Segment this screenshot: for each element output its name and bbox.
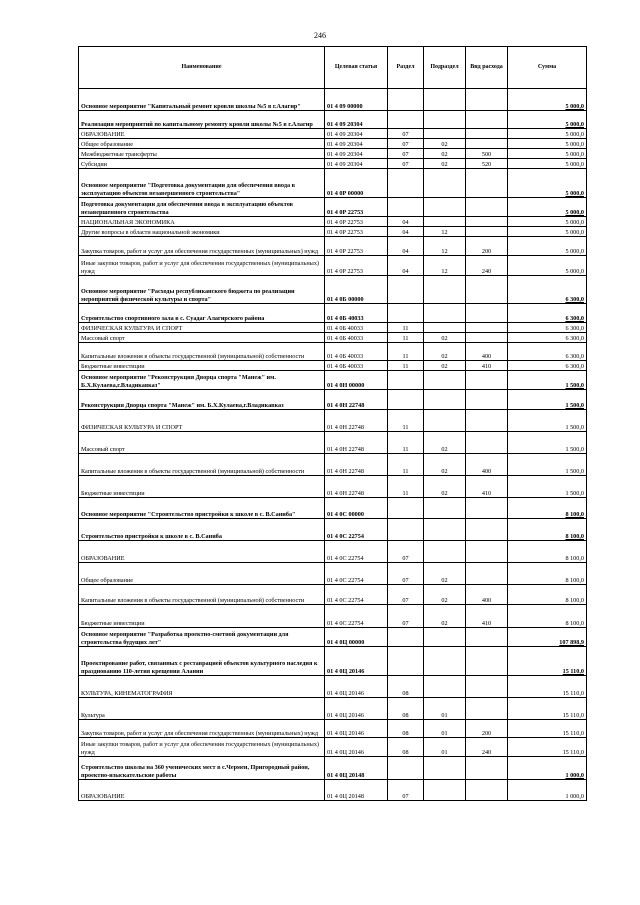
cell-amount: 1 500,0	[508, 390, 587, 410]
cell-section: 08	[388, 738, 424, 757]
cell-code: 01 4 0Ц 20146	[325, 720, 388, 738]
cell-subsection: 02	[424, 432, 466, 454]
cell-amount: 8 100,0	[508, 585, 587, 605]
cell-expense-type	[466, 698, 508, 720]
cell-section: 04	[388, 227, 424, 237]
cell-section	[388, 89, 424, 111]
cell-name: Подготовка документации для обеспечения ввода в эксплуатацию объектов незавершенного строительства	[79, 198, 325, 217]
cell-expense-type	[466, 333, 508, 343]
cell-subsection: 01	[424, 698, 466, 720]
cell-subsection: 02	[424, 139, 466, 149]
cell-expense-type	[466, 111, 508, 129]
cell-amount: 6 300,0	[508, 343, 587, 361]
cell-section	[388, 498, 424, 519]
cell-section: 07	[388, 605, 424, 628]
cell-code: 01 4 0С 00000	[325, 498, 388, 519]
cell-amount: 5 000,0	[508, 198, 587, 217]
cell-amount: 15 110,0	[508, 698, 587, 720]
budget-table	[78, 46, 587, 801]
cell-subsection	[424, 304, 466, 323]
table-row	[79, 698, 587, 720]
table-row	[79, 585, 587, 605]
cell-expense-type	[466, 129, 508, 139]
cell-amount: 1 500,0	[508, 371, 587, 390]
cell-code: 01 4 09 20304	[325, 139, 388, 149]
cell-expense-type	[466, 169, 508, 198]
cell-amount: 1 500,0	[508, 476, 587, 498]
cell-name: Субсидии	[79, 159, 325, 169]
cell-name: Строительство пристройки к школе в с. В.Санибa	[79, 519, 325, 541]
table-row	[79, 217, 587, 227]
cell-section	[388, 628, 424, 647]
cell-subsection: 02	[424, 585, 466, 605]
cell-amount: 8 100,0	[508, 563, 587, 585]
table-row	[79, 139, 587, 149]
cell-amount: 6 300,0	[508, 276, 587, 304]
cell-code: 01 4 0Р 22753	[325, 256, 388, 276]
cell-code: 01 4 09 20304	[325, 149, 388, 159]
cell-code: 01 4 0Ц 20148	[325, 780, 388, 801]
cell-name: ОБРАЗОВАНИЕ	[79, 129, 325, 139]
cell-section: 07	[388, 159, 424, 169]
cell-name: Капитальные вложения в объекты государственной (муниципальной) собственности	[79, 454, 325, 476]
table-row	[79, 757, 587, 780]
cell-subsection	[424, 371, 466, 390]
cell-amount: 15 110,0	[508, 738, 587, 757]
cell-expense-type: 240	[466, 738, 508, 757]
header-name: Наименование	[79, 47, 325, 89]
cell-amount: 5 000,0	[508, 139, 587, 149]
table-row	[79, 276, 587, 304]
table-row	[79, 476, 587, 498]
cell-subsection	[424, 757, 466, 780]
cell-name: Бюджетные инвестиции	[79, 476, 325, 498]
cell-section	[388, 371, 424, 390]
header-section: Раздел	[388, 47, 424, 89]
table-row	[79, 605, 587, 628]
cell-amount: 107 898,9	[508, 628, 587, 647]
cell-subsection	[424, 217, 466, 227]
cell-section: 08	[388, 676, 424, 698]
table-row	[79, 410, 587, 432]
cell-subsection	[424, 276, 466, 304]
cell-code: 01 4 0Ц 20146	[325, 698, 388, 720]
cell-expense-type	[466, 563, 508, 585]
cell-name: Бюджетные инвестиции	[79, 361, 325, 371]
table-row	[79, 169, 587, 198]
cell-code: 01 4 0Б 40033	[325, 304, 388, 323]
cell-code: 01 4 0Ц 00000	[325, 628, 388, 647]
cell-name: Закупка товаров, работ и услуг для обеспечения государственных (муниципальных) нужд	[79, 237, 325, 256]
cell-expense-type	[466, 390, 508, 410]
cell-expense-type	[466, 780, 508, 801]
cell-name: Иные закупки товаров, работ и услуг для обеспечения государственных (муниципальных) нужд	[79, 738, 325, 757]
cell-name: Основное мероприятие "Капитальный ремонт кровли школы №5 в г.Алагир"	[79, 89, 325, 111]
cell-expense-type	[466, 227, 508, 237]
cell-subsection	[424, 390, 466, 410]
cell-subsection	[424, 323, 466, 333]
table-row	[79, 780, 587, 801]
cell-code: 01 4 0Б 00000	[325, 276, 388, 304]
cell-subsection: 02	[424, 343, 466, 361]
cell-expense-type: 400	[466, 343, 508, 361]
cell-name: Массовый спорт	[79, 432, 325, 454]
cell-amount: 8 100,0	[508, 541, 587, 563]
cell-name: Межбюджетные трансферты	[79, 149, 325, 159]
cell-amount: 5 000,0	[508, 149, 587, 159]
table-row	[79, 498, 587, 519]
table-row	[79, 361, 587, 371]
cell-amount: 5 000,0	[508, 89, 587, 111]
cell-subsection: 02	[424, 333, 466, 343]
table-row	[79, 676, 587, 698]
cell-subsection	[424, 519, 466, 541]
cell-section: 08	[388, 720, 424, 738]
cell-code: 01 4 0Ц 20148	[325, 757, 388, 780]
cell-code: 01 4 09 20304	[325, 111, 388, 129]
cell-subsection: 01	[424, 720, 466, 738]
cell-expense-type: 410	[466, 605, 508, 628]
table-row	[79, 323, 587, 333]
cell-code: 01 4 0С 22754	[325, 563, 388, 585]
cell-code: 01 4 0С 22754	[325, 541, 388, 563]
cell-name: ФИЗИЧЕСКАЯ КУЛЬТУРА И СПОРТ	[79, 323, 325, 333]
cell-amount: 1 500,0	[508, 454, 587, 476]
cell-code: 01 4 0С 22754	[325, 585, 388, 605]
cell-subsection	[424, 410, 466, 432]
cell-subsection	[424, 541, 466, 563]
cell-amount: 15 110,0	[508, 720, 587, 738]
cell-subsection	[424, 89, 466, 111]
cell-subsection: 02	[424, 605, 466, 628]
cell-code: 01 4 0Б 40033	[325, 361, 388, 371]
cell-amount: 15 110,0	[508, 676, 587, 698]
cell-subsection: 02	[424, 476, 466, 498]
cell-expense-type	[466, 304, 508, 323]
cell-name: Основное мероприятие "Строительство пристройки к школе в с. В.Санибa"	[79, 498, 325, 519]
cell-subsection	[424, 129, 466, 139]
cell-section: 04	[388, 217, 424, 227]
cell-amount: 5 000,0	[508, 256, 587, 276]
table-row	[79, 563, 587, 585]
cell-expense-type	[466, 628, 508, 647]
cell-subsection: 01	[424, 738, 466, 757]
cell-section: 11	[388, 323, 424, 333]
cell-expense-type	[466, 519, 508, 541]
cell-subsection: 12	[424, 227, 466, 237]
cell-section: 07	[388, 149, 424, 159]
table-row	[79, 720, 587, 738]
cell-expense-type	[466, 276, 508, 304]
cell-subsection: 12	[424, 237, 466, 256]
cell-name: НАЦИОНАЛЬНАЯ ЭКОНОМИКА	[79, 217, 325, 227]
cell-subsection: 02	[424, 563, 466, 585]
table-row	[79, 237, 587, 256]
cell-section	[388, 519, 424, 541]
cell-expense-type	[466, 198, 508, 217]
header-subsection: Подраздел	[424, 47, 466, 89]
cell-name: Бюджетные инвестиции	[79, 605, 325, 628]
cell-section: 07	[388, 780, 424, 801]
table-row	[79, 129, 587, 139]
table-row	[79, 149, 587, 159]
cell-expense-type	[466, 323, 508, 333]
table-row	[79, 111, 587, 129]
cell-expense-type	[466, 371, 508, 390]
cell-section	[388, 304, 424, 323]
cell-section: 11	[388, 333, 424, 343]
table-row	[79, 519, 587, 541]
cell-expense-type	[466, 410, 508, 432]
cell-amount: 5 000,0	[508, 237, 587, 256]
table-header-row	[79, 47, 587, 89]
cell-amount: 6 300,0	[508, 361, 587, 371]
cell-name: Капитальные вложения в объекты государственной (муниципальной) собственности	[79, 343, 325, 361]
cell-name: Капитальные вложения в объекты государственной (муниципальной) собственности	[79, 585, 325, 605]
table-row	[79, 333, 587, 343]
cell-amount: 6 300,0	[508, 304, 587, 323]
cell-code: 01 4 0Р 00000	[325, 169, 388, 198]
cell-amount: 1 000,0	[508, 780, 587, 801]
cell-subsection	[424, 111, 466, 129]
cell-amount: 1 000,0	[508, 757, 587, 780]
cell-code: 01 4 0Н 22748	[325, 390, 388, 410]
cell-name: КУЛЬТУРА, КИНЕМАТОГРАФИЯ	[79, 676, 325, 698]
cell-amount: 5 000,0	[508, 217, 587, 227]
cell-name: Общее образование	[79, 139, 325, 149]
cell-code: 01 4 0Ц 20146	[325, 647, 388, 676]
table-row	[79, 738, 587, 757]
header-code: Целевая статья	[325, 47, 388, 89]
cell-code: 01 4 09 20304	[325, 159, 388, 169]
cell-expense-type: 500	[466, 149, 508, 159]
cell-subsection	[424, 628, 466, 647]
cell-subsection: 02	[424, 361, 466, 371]
cell-name: Другие вопросы в области национальной экономики	[79, 227, 325, 237]
cell-code: 01 4 09 20304	[325, 129, 388, 139]
cell-expense-type: 240	[466, 256, 508, 276]
cell-amount: 8 100,0	[508, 498, 587, 519]
table-row	[79, 89, 587, 111]
cell-subsection	[424, 780, 466, 801]
cell-section: 08	[388, 698, 424, 720]
cell-code: 01 4 0С 22754	[325, 605, 388, 628]
cell-section: 07	[388, 585, 424, 605]
cell-section: 11	[388, 454, 424, 476]
cell-name: Культура	[79, 698, 325, 720]
table-row	[79, 304, 587, 323]
cell-expense-type	[466, 89, 508, 111]
cell-name: Основное мероприятие "Расходы республиканского бюджета по реализации мероприятий физической культуры и спорта"	[79, 276, 325, 304]
cell-name: Иные закупки товаров, работ и услуг для обеспечения государственных (муниципальных) нужд	[79, 256, 325, 276]
cell-section: 11	[388, 432, 424, 454]
cell-code: 01 4 09 00000	[325, 89, 388, 111]
cell-section	[388, 390, 424, 410]
cell-expense-type: 400	[466, 585, 508, 605]
cell-section: 11	[388, 476, 424, 498]
table-row	[79, 256, 587, 276]
cell-amount: 5 000,0	[508, 159, 587, 169]
cell-expense-type	[466, 757, 508, 780]
cell-name: ОБРАЗОВАНИЕ	[79, 780, 325, 801]
cell-section	[388, 169, 424, 198]
cell-section: 07	[388, 139, 424, 149]
header-amount: Сумма	[508, 47, 587, 89]
cell-expense-type: 200	[466, 237, 508, 256]
cell-expense-type	[466, 676, 508, 698]
cell-code: 01 4 0Н 22748	[325, 410, 388, 432]
cell-expense-type	[466, 647, 508, 676]
cell-expense-type: 520	[466, 159, 508, 169]
cell-code: 01 4 0Б 40033	[325, 323, 388, 333]
cell-code: 01 4 0Н 00000	[325, 371, 388, 390]
cell-amount: 1 500,0	[508, 410, 587, 432]
table-row	[79, 227, 587, 237]
cell-expense-type	[466, 139, 508, 149]
cell-subsection: 12	[424, 256, 466, 276]
cell-amount: 5 000,0	[508, 169, 587, 198]
cell-section	[388, 276, 424, 304]
cell-code: 01 4 0Р 22753	[325, 227, 388, 237]
cell-section: 04	[388, 237, 424, 256]
table-row	[79, 343, 587, 361]
cell-expense-type	[466, 541, 508, 563]
cell-expense-type: 200	[466, 720, 508, 738]
cell-section: 07	[388, 541, 424, 563]
cell-section	[388, 647, 424, 676]
table-row	[79, 390, 587, 410]
cell-section: 11	[388, 343, 424, 361]
cell-expense-type: 400	[466, 454, 508, 476]
table-row	[79, 647, 587, 676]
cell-name: ФИЗИЧЕСКАЯ КУЛЬТУРА И СПОРТ	[79, 410, 325, 432]
cell-name: Строительство спортивного зала в с. Суадаг Алагирского района	[79, 304, 325, 323]
cell-code: 01 4 0Ц 20146	[325, 676, 388, 698]
cell-name: Закупка товаров, работ и услуг для обеспечения государственных (муниципальных) нужд	[79, 720, 325, 738]
cell-code: 01 4 0Н 22748	[325, 454, 388, 476]
cell-expense-type: 410	[466, 361, 508, 371]
cell-code: 01 4 0Б 40033	[325, 343, 388, 361]
cell-subsection	[424, 169, 466, 198]
table-row	[79, 432, 587, 454]
table-row	[79, 371, 587, 390]
cell-subsection	[424, 676, 466, 698]
cell-amount: 5 000,0	[508, 129, 587, 139]
cell-subsection	[424, 198, 466, 217]
cell-amount: 6 300,0	[508, 323, 587, 333]
cell-expense-type	[466, 217, 508, 227]
cell-amount: 5 000,0	[508, 227, 587, 237]
cell-expense-type	[466, 498, 508, 519]
cell-amount: 5 000,0	[508, 111, 587, 129]
cell-name: Основное мероприятие "Реконструкция Дворца спорта "Манеж" им. Б.Х.Кулаева,г.Владикавказ"	[79, 371, 325, 390]
cell-code: 01 4 0Н 22748	[325, 432, 388, 454]
cell-code: 01 4 0С 22754	[325, 519, 388, 541]
cell-name: Строительство школы на 360 ученических мест в с.Чермен, Пригородный район, проектно-изыскательские работы	[79, 757, 325, 780]
cell-amount: 8 100,0	[508, 605, 587, 628]
cell-section: 07	[388, 563, 424, 585]
cell-section: 11	[388, 410, 424, 432]
cell-section	[388, 757, 424, 780]
cell-section: 04	[388, 256, 424, 276]
cell-code: 01 4 0Н 22748	[325, 476, 388, 498]
table-body	[79, 89, 587, 801]
cell-name: Проектирование работ, связанных с реставрацией объектов культурного наследия к празднованию 110-летия крещения Алании	[79, 647, 325, 676]
cell-name: Реализация мероприятий по капитальному ремонту кровли школы №5 в г.Алагир	[79, 111, 325, 129]
cell-code: 01 4 0Ц 20146	[325, 738, 388, 757]
header-expense-type: Вид расхода	[466, 47, 508, 89]
table-row	[79, 541, 587, 563]
cell-amount: 8 100,0	[508, 519, 587, 541]
cell-name: Основное мероприятие "Разработка проектно-сметной документации для строительства будущих лет"	[79, 628, 325, 647]
cell-code: 01 4 0Б 40033	[325, 333, 388, 343]
cell-amount: 6 300,0	[508, 333, 587, 343]
cell-name: Реконструкция Дворца спорта "Манеж" им. Б.Х.Кулаева,г.Владикавказ	[79, 390, 325, 410]
cell-name: Массовый спорт	[79, 333, 325, 343]
table-row	[79, 628, 587, 647]
cell-name: Основное мероприятие "Подготовка документации для обеспечения ввода в эксплуатацию объектов незавершенного строительства"	[79, 169, 325, 198]
page-number: 246	[314, 31, 326, 40]
cell-expense-type: 410	[466, 476, 508, 498]
cell-subsection: 02	[424, 149, 466, 159]
cell-subsection	[424, 647, 466, 676]
cell-code: 01 4 0Р 22753	[325, 217, 388, 227]
cell-section: 11	[388, 361, 424, 371]
table-row	[79, 198, 587, 217]
table-row	[79, 454, 587, 476]
cell-expense-type	[466, 432, 508, 454]
cell-section: 07	[388, 129, 424, 139]
cell-section	[388, 198, 424, 217]
cell-amount: 1 500,0	[508, 432, 587, 454]
cell-amount: 15 110,0	[508, 647, 587, 676]
cell-subsection: 02	[424, 454, 466, 476]
table-row	[79, 159, 587, 169]
cell-code: 01 4 0Р 22753	[325, 237, 388, 256]
cell-name: ОБРАЗОВАНИЕ	[79, 541, 325, 563]
cell-subsection	[424, 498, 466, 519]
cell-code: 01 4 0Р 22753	[325, 198, 388, 217]
cell-name: Общее образование	[79, 563, 325, 585]
cell-section	[388, 111, 424, 129]
cell-subsection: 02	[424, 159, 466, 169]
